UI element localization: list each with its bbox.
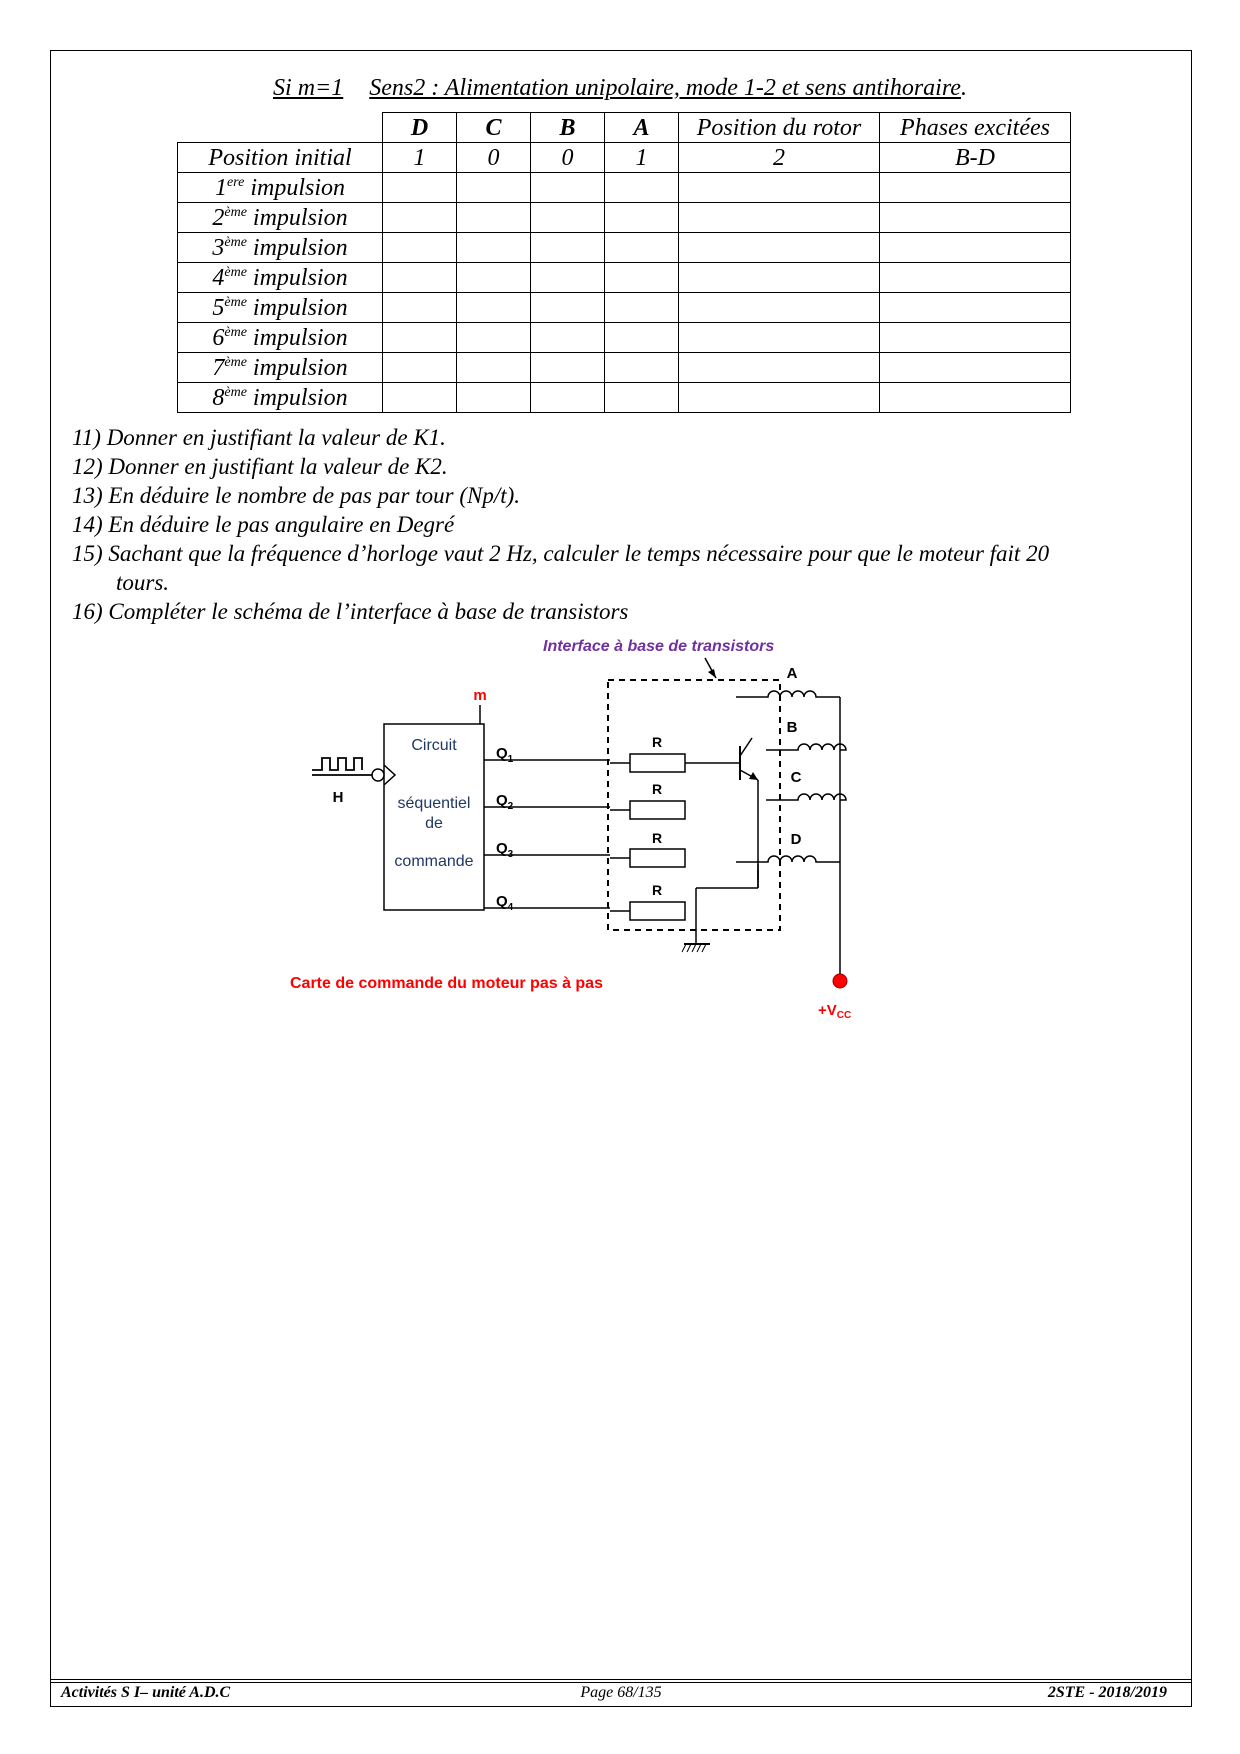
- cell-excited-phases[interactable]: [880, 293, 1071, 323]
- row-label-pulse: 8ème impulsion: [178, 383, 383, 413]
- vcc-terminal: [833, 974, 847, 988]
- cell-d[interactable]: [383, 203, 457, 233]
- clock-label: H: [332, 789, 344, 806]
- resistor-3-label: R: [651, 830, 663, 846]
- cell-d: 1: [383, 143, 457, 173]
- cell-c[interactable]: [457, 323, 531, 353]
- ground-hatch: [682, 944, 706, 952]
- clock-inversion-bubble: [372, 769, 384, 781]
- cell-rotor-position: 2: [679, 143, 880, 173]
- cell-excited-phases: B-D: [880, 143, 1071, 173]
- cell-d[interactable]: [383, 263, 457, 293]
- cell-rotor-position[interactable]: [679, 203, 880, 233]
- resistor-2-label: R: [651, 781, 663, 797]
- cell-excited-phases[interactable]: [880, 323, 1071, 353]
- cell-a[interactable]: [605, 323, 679, 353]
- cell-excited-phases[interactable]: [880, 263, 1071, 293]
- table-row-pulse: [178, 353, 1071, 383]
- cell-a[interactable]: [605, 203, 679, 233]
- cell-a[interactable]: [605, 233, 679, 263]
- m-label: m: [473, 687, 487, 704]
- question-16: 16) Compléter le schéma de l’interface à base de transistors: [72, 599, 629, 624]
- coil-b: [766, 744, 846, 750]
- question-13: 13) En déduire le nombre de pas par tour (Np/t).: [72, 483, 521, 508]
- cell-b[interactable]: [531, 353, 605, 383]
- cell-d[interactable]: [383, 293, 457, 323]
- interface-arrow-head: [708, 669, 716, 678]
- footer-left: Activités S I– unité A.D.C: [61, 1684, 231, 1701]
- cell-rotor-position[interactable]: [679, 293, 880, 323]
- cell-excited-phases[interactable]: [880, 173, 1071, 203]
- col-header-b: B: [531, 113, 605, 143]
- control-card-label: Carte de commande du moteur pas à pas: [290, 975, 603, 992]
- transistor-collector: [740, 738, 752, 756]
- cell-c[interactable]: [457, 263, 531, 293]
- cell-rotor-position[interactable]: [679, 323, 880, 353]
- coil-b-label: B: [786, 719, 798, 736]
- row-label-pulse: 4ème impulsion: [178, 263, 383, 293]
- cell-c[interactable]: [457, 293, 531, 323]
- step-sequence-table: [177, 112, 1071, 413]
- table-row-pulse: [178, 173, 1071, 203]
- cell-d[interactable]: [383, 233, 457, 263]
- row-label-pulse: 3ème impulsion: [178, 233, 383, 263]
- footer-right: 2STE - 2018/2019: [1047, 1684, 1167, 1701]
- cell-d[interactable]: [383, 353, 457, 383]
- page-footer: [50, 1683, 1192, 1707]
- col-header-c: C: [457, 113, 531, 143]
- table-row-pulse: [178, 383, 1071, 413]
- q4-label: $Q_4$: [496, 893, 514, 913]
- resistor-1: [630, 754, 685, 772]
- circuit-line-3: de: [425, 815, 443, 832]
- cell-excited-phases[interactable]: [880, 353, 1071, 383]
- question-15-continued: tours.: [116, 570, 170, 595]
- table-header-row: [178, 113, 1071, 143]
- cell-a[interactable]: [605, 263, 679, 293]
- coil-d-label: D: [790, 831, 802, 848]
- questions-list: [72, 423, 1152, 626]
- row-label-initial: Position initial: [178, 143, 383, 173]
- cell-rotor-position[interactable]: [679, 353, 880, 383]
- table-corner: [178, 113, 383, 143]
- transistor-interface-diagram: [290, 630, 980, 1030]
- cell-d[interactable]: [383, 383, 457, 413]
- cell-b: 0: [531, 143, 605, 173]
- cell-a[interactable]: [605, 383, 679, 413]
- cell-b[interactable]: [531, 383, 605, 413]
- coil-d: [736, 856, 840, 862]
- cell-c[interactable]: [457, 233, 531, 263]
- question-12: 12) Donner en justifiant la valeur de K2.: [72, 454, 448, 479]
- cell-d[interactable]: [383, 173, 457, 203]
- table-row-pulse: [178, 293, 1071, 323]
- q1-label: $Q_1$: [496, 745, 514, 765]
- cell-a[interactable]: [605, 353, 679, 383]
- resistor-1-label: R: [651, 734, 663, 750]
- coil-c: [766, 794, 846, 800]
- col-header-d: D: [383, 113, 457, 143]
- table-row-pulse: [178, 233, 1071, 263]
- cell-c[interactable]: [457, 353, 531, 383]
- table-row-pulse: [178, 263, 1071, 293]
- cell-c[interactable]: [457, 173, 531, 203]
- col-header-a: A: [605, 113, 679, 143]
- cell-rotor-position[interactable]: [679, 233, 880, 263]
- question-15: 15) Sachant que la fréquence d’horloge vaut 2 Hz, calculer le temps nécessaire pour que le moteur fait 20: [72, 541, 1050, 566]
- cell-excited-phases[interactable]: [880, 383, 1071, 413]
- circuit-line-2: séquentiel: [397, 795, 471, 812]
- coil-a-label: A: [786, 665, 798, 682]
- cell-c[interactable]: [457, 383, 531, 413]
- cell-b[interactable]: [531, 203, 605, 233]
- circuit-line-1: Circuit: [411, 737, 457, 754]
- interface-dashed-box: [608, 680, 780, 930]
- question-14: 14) En déduire le pas angulaire en Degré: [72, 512, 455, 537]
- cell-d[interactable]: [383, 323, 457, 353]
- cell-b[interactable]: [531, 293, 605, 323]
- question-11: 11) Donner en justifiant la valeur de K1.: [72, 425, 446, 450]
- col-header-excited-phases: Phases excitées: [880, 113, 1071, 143]
- q3-label: $Q_3$: [496, 840, 514, 860]
- row-label-pulse: 7ème impulsion: [178, 353, 383, 383]
- resistor-4-label: R: [651, 882, 663, 898]
- cell-b[interactable]: [531, 263, 605, 293]
- resistor-3: [630, 849, 685, 867]
- row-label-pulse: 6ème impulsion: [178, 323, 383, 353]
- row-label-pulse: 2ème impulsion: [178, 203, 383, 233]
- cell-excited-phases[interactable]: [880, 203, 1071, 233]
- cell-b[interactable]: [531, 233, 605, 263]
- interface-label: Interface à base de transistors: [543, 638, 775, 655]
- col-header-rotor-position: Position du rotor: [679, 113, 880, 143]
- cell-excited-phases[interactable]: [880, 233, 1071, 263]
- coil-a: [736, 691, 840, 697]
- footer-page-number: Page 68/135: [580, 1684, 662, 1701]
- cell-c[interactable]: [457, 203, 531, 233]
- cell-a[interactable]: [605, 293, 679, 323]
- coil-c-label: C: [790, 769, 802, 786]
- footer-top-rule: [51, 1679, 1191, 1680]
- table-row-pulse: [178, 323, 1071, 353]
- q2-label: $Q_2$: [496, 792, 514, 812]
- cell-b[interactable]: [531, 323, 605, 353]
- cell-b[interactable]: [531, 173, 605, 203]
- resistor-4: [630, 902, 685, 920]
- resistor-2: [630, 801, 685, 819]
- section-title: Si m=1 Sens2 : Alimentation unipolaire, mode 1-2 et sens antihoraire.: [273, 75, 967, 101]
- table-row-initial: [178, 143, 1071, 173]
- row-label-pulse: 5ème impulsion: [178, 293, 383, 323]
- cell-rotor-position[interactable]: [679, 173, 880, 203]
- cell-rotor-position[interactable]: [679, 263, 880, 293]
- circuit-line-4: commande: [394, 853, 474, 870]
- row-label-pulse: 1ere impulsion: [178, 173, 383, 203]
- pulse-rows: [178, 173, 1071, 413]
- table-row-pulse: [178, 203, 1071, 233]
- cell-c: 0: [457, 143, 531, 173]
- clock-edge-triangle: [384, 765, 395, 785]
- cell-rotor-position[interactable]: [679, 383, 880, 413]
- cell-a: 1: [605, 143, 679, 173]
- cell-a[interactable]: [605, 173, 679, 203]
- vcc-label: $+V_{CC}$: [818, 1002, 852, 1021]
